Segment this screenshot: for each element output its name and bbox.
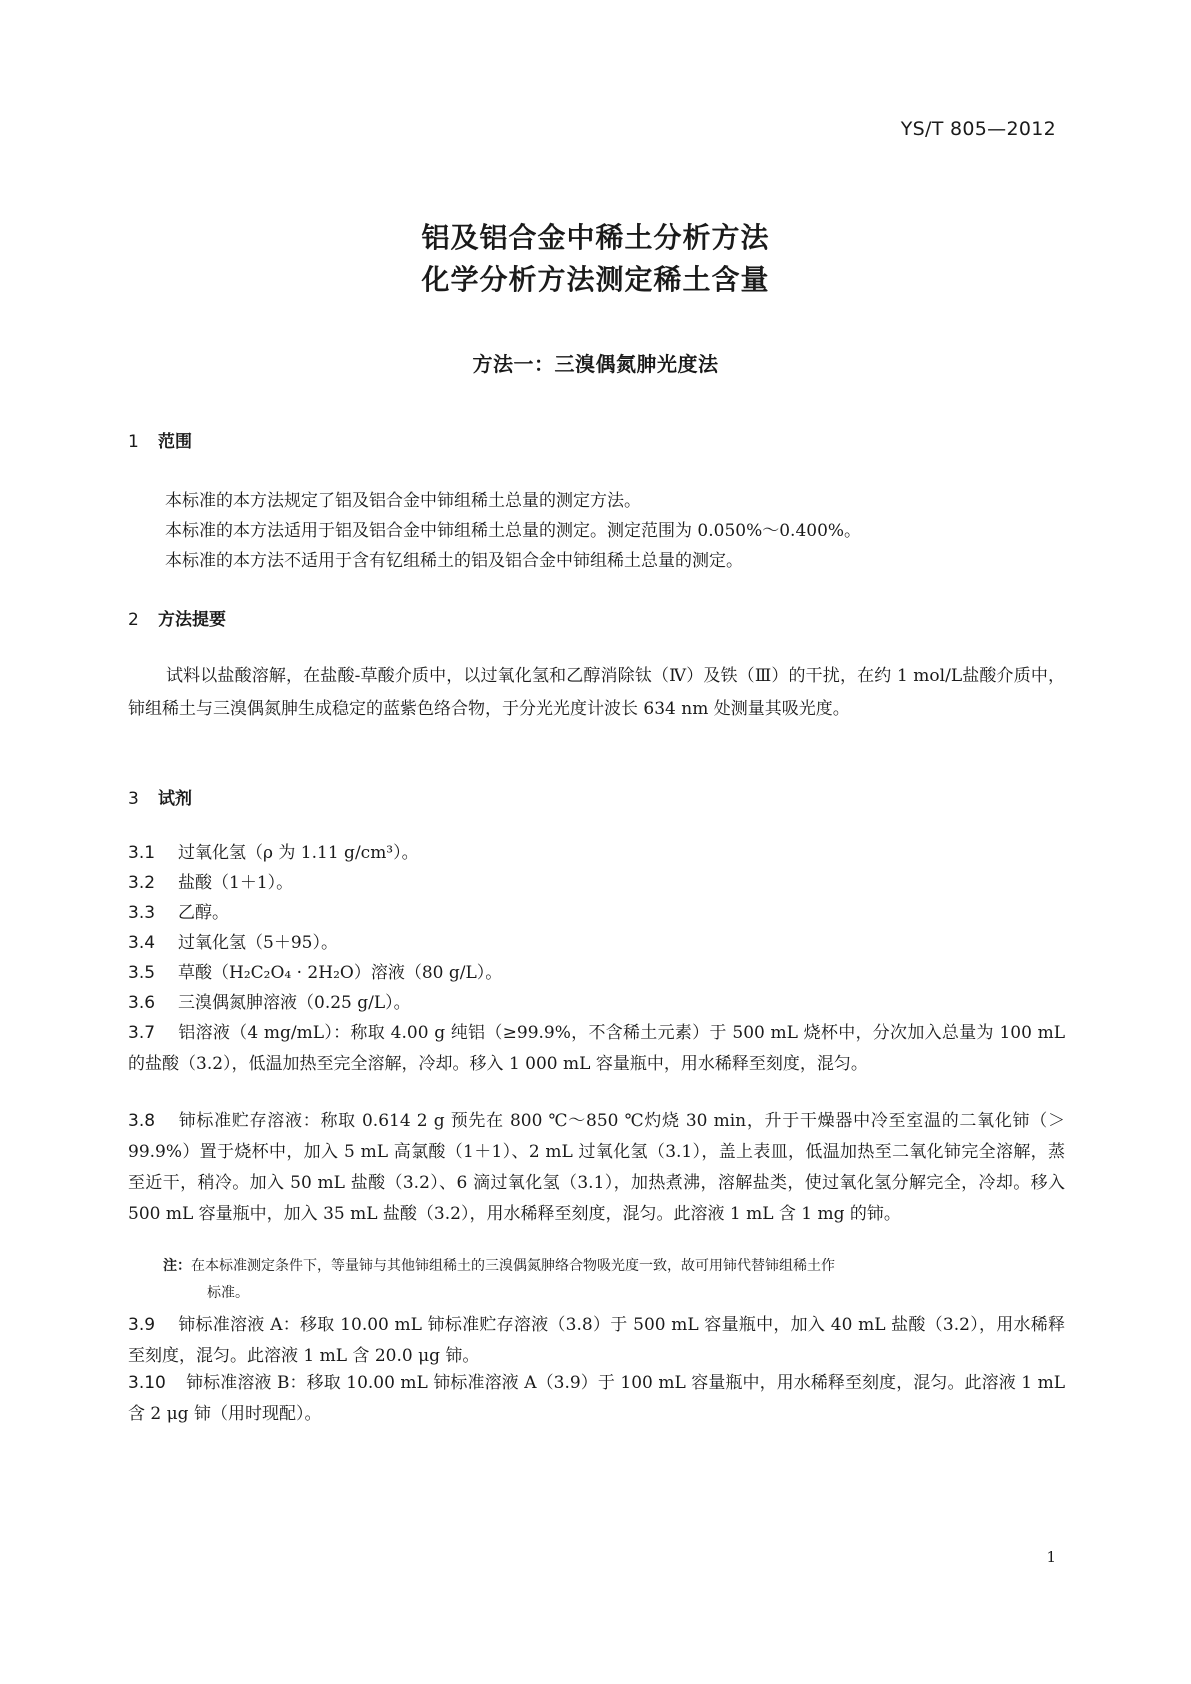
reagent-text: 盐酸（1＋1）。 <box>178 873 294 893</box>
section-number: 1 <box>128 432 139 452</box>
title-line-1: 铝及铝合金中稀土分析方法 <box>421 221 770 254</box>
reagent-number: 3.4 <box>128 933 156 953</box>
standard-number: YS/T 805—2012 <box>900 118 1056 140</box>
reagent-number: 3.9 <box>128 1315 156 1335</box>
reagent-text: 过氧化氢（5＋95）。 <box>178 933 338 953</box>
reagent-item-3-2 <box>128 868 1065 899</box>
section-number: 2 <box>128 610 139 630</box>
section-number: 3 <box>128 789 139 809</box>
reagent-text: 铝溶液（4 mg/mL）：称取 4.00 g 纯铝（≥99.9%，不含稀土元素）于 500 mL 烧杯中，分次加入总量为 100 mL 的盐酸（3.2），低温加热至完全溶解，冷却。移入 1 000 mL 容量瓶中，用水稀释至刻度，混匀。 <box>128 1023 1065 1074</box>
reagent-item-3-6 <box>128 988 1065 1019</box>
reagent-text: 乙醇。 <box>178 903 229 923</box>
section-title: 范围 <box>158 432 192 452</box>
reagent-number: 3.7 <box>128 1023 156 1043</box>
reagent-number: 3.6 <box>128 993 156 1013</box>
reagent-item-3-9 <box>128 1310 1065 1372</box>
title-line-2: 化学分析方法测定稀土含量 <box>421 263 770 296</box>
section-title: 方法提要 <box>158 610 226 630</box>
section-heading-reagents <box>128 784 192 809</box>
note-text-line-2: 标准。 <box>207 1285 249 1301</box>
reagent-number: 3.5 <box>128 963 156 983</box>
principle-paragraph: 试料以盐酸溶解，在盐酸-草酸介质中，以过氧化氢和乙醇消除钛（Ⅳ）及铁（Ⅲ）的干扰，在约 1 mol/L盐酸介质中，铈组稀土与三溴偶氮胂生成稳定的蓝紫色络合物，于分光光度计波长 634 nm 处测量其吸光度。 <box>128 666 1065 719</box>
reagent-text: 铈标准溶液 B：移取 10.00 mL 铈标准溶液 A（3.9）于 100 mL 容量瓶中，用水稀释至刻度，混匀。此溶液 1 mL 含 2 μg 铈（用时现配）。 <box>128 1373 1065 1424</box>
reagent-number: 3.10 <box>128 1373 166 1393</box>
page-number: 1 <box>1046 1548 1056 1566</box>
reagent-text: 三溴偶氮胂溶液（0.25 g/L）。 <box>178 993 411 1013</box>
scope-line-2: 本标准的本方法适用于铝及铝合金中铈组稀土总量的测定。测定范围为 0.050%～0.400%。 <box>165 521 862 541</box>
reagent-number: 3.1 <box>128 843 156 863</box>
reagent-note <box>163 1253 1061 1307</box>
reagent-item-3-3 <box>128 898 1065 929</box>
reagent-text: 铈标准溶液 A：移取 10.00 mL 铈标准贮存溶液（3.8）于 500 mL 容量瓶中，加入 40 mL 盐酸（3.2），用水稀释至刻度，混匀。此溶液 1 mL 含 20.0 μg 铈。 <box>128 1315 1065 1366</box>
scope-line-3: 本标准的本方法不适用于含有钇组稀土的铝及铝合金中铈组稀土总量的测定。 <box>165 551 743 571</box>
reagent-item-3-1 <box>128 838 1065 869</box>
reagent-text: 过氧化氢（ρ 为 1.11 g/cm³）。 <box>178 843 419 863</box>
note-text-line-1: 在本标准测定条件下，等量铈与其他铈组稀土的三溴偶氮胂络合物吸光度一致，故可用铈代替铈组稀土作 <box>191 1258 835 1274</box>
section-heading-scope <box>128 427 192 452</box>
reagent-number: 3.8 <box>128 1111 156 1131</box>
reagent-item-3-8 <box>128 1106 1065 1230</box>
section-title: 试剂 <box>158 789 192 809</box>
scope-line-1: 本标准的本方法规定了铝及铝合金中铈组稀土总量的测定方法。 <box>165 491 641 511</box>
reagent-number: 3.2 <box>128 873 156 893</box>
reagent-item-3-7 <box>128 1018 1065 1080</box>
section-heading-principle <box>128 605 226 630</box>
reagent-item-3-4 <box>128 928 1065 959</box>
reagent-text: 草酸（H₂C₂O₄ · 2H₂O）溶液（80 g/L）。 <box>178 963 503 983</box>
note-label: 注： <box>163 1258 191 1274</box>
reagent-number: 3.3 <box>128 903 156 923</box>
reagent-item-3-10 <box>128 1368 1065 1430</box>
reagent-text: 铈标准贮存溶液：称取 0.614 2 g 预先在 800 ℃～850 ℃灼烧 30 min，升于干燥器中冷至室温的二氧化铈（＞99.9%）置于烧杯中，加入 5 mL 高氯酸（1＋1）、2 mL 过氧化氢（3.1），盖上表皿，低温加热至二氧化铈完全溶解，蒸至近干，稍冷。加入 50 mL 盐酸（3.2）、6 滴过氧化氢（3.1），加热煮沸，溶解盐类，使过氧化氢分解完全，冷却。移入 500 mL 容量瓶中，加入 35 mL 盐酸（3.2），用水稀释至刻度，混匀。此溶液 1 mL 含 1 mg 的铈。 <box>128 1111 1065 1224</box>
reagent-item-3-5 <box>128 958 1065 989</box>
method-subtitle: 方法一：三溴偶氮胂光度法 <box>472 352 719 376</box>
